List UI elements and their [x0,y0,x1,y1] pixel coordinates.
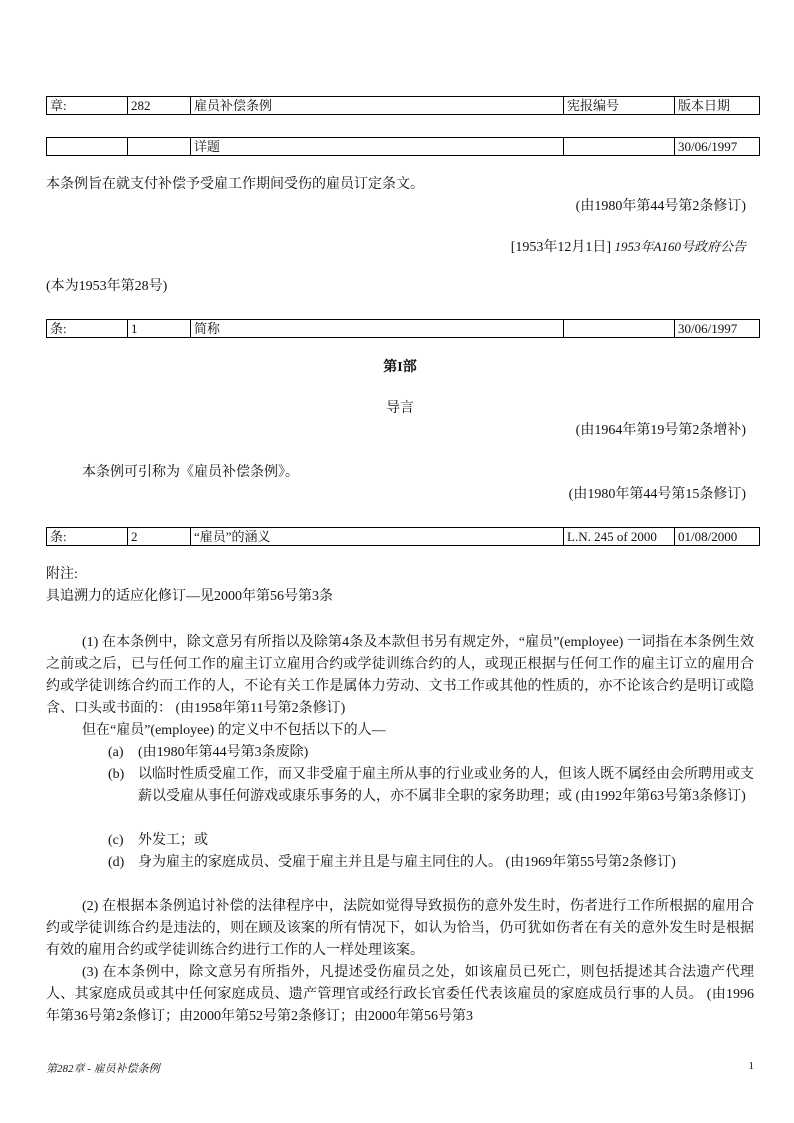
section-number: 2 [128,528,191,546]
section-version-date: 01/08/2000 [675,528,760,546]
long-title-heading: 详题 [191,138,564,156]
long-title-text: 本条例旨在就支付补偿予受雇工作期间受伤的雇员订定条文。 [46,177,424,192]
section-1-amendment: (由1980年第44号第15条修订) [568,487,746,502]
page-number: 1 [748,1060,754,1072]
long-title-version-date: 30/06/1997 [675,138,760,156]
list-item-label: (c) [108,833,124,848]
long-title-cell-2 [128,138,191,156]
list-item-label: (b) [108,767,125,782]
long-title-table [46,137,760,156]
long-title-gazette [564,138,675,156]
commencement-date: [1953年12月1日] [510,240,612,255]
section-version-date: 30/06/1997 [675,320,760,338]
list-item [108,830,754,852]
section-heading: “雇员”的涵义 [191,528,564,546]
long-title-cell-1 [47,138,128,156]
section-gazette: L.N. 245 of 2000 [564,528,675,546]
list-item [108,742,754,764]
list-item-text: (由1980年第44号第3条废除) [138,745,309,760]
section-number: 1 [128,320,191,338]
section-2-subsection-3: (3) 在本条例中，除文意另有所指外，凡提述受伤雇员之处，如该雇员已死亡，则包括提述其合法遗产代理人、其家庭成员或其中任何家庭成员、遗产管理官或经行政长官委任代表该雇员的家庭成员行事的人员。 (由1996年第36号第2条修订；由2000年第52号第2条修订；由2000年第56号第3 [46,965,754,1024]
section-label: 条: [47,528,128,546]
commencement-notice: 1953年A160号政府公告 [614,239,746,254]
list-item [108,764,754,808]
part-amendment: (由1964年第19号第2条增补) [575,423,746,438]
chapter-header-table [46,96,760,115]
list-item-label: (a) [108,745,124,760]
section-1-text: 本条例可引称为《雇员补偿条例》。 [82,465,299,480]
original-ordinance-ref: (本为1953年第28号) [46,279,168,294]
list-item-text: 外发工；或 [138,833,208,848]
list-item-text: 身为雇主的家庭成员、受雇于雇主并且是与雇主同住的人。 (由1969年第55号第2条修订) [138,855,676,870]
part-title: 第I部 [383,360,417,375]
note-label: 附注: [46,567,78,582]
section-1-header-table [46,319,760,338]
list-item-label: (d) [108,855,125,870]
section-heading: 简称 [191,320,564,338]
gazette-number-header: 宪报编号 [564,97,675,115]
footer-chapter-title: 第282章 - 雇员补偿条例 [46,1063,160,1075]
part-subtitle: 导言 [386,401,414,416]
list-item-text: 以临时性质受雇工作，而又非受雇于雇主所从事的行业或业务的人，但该人既不属经由会所聘用或支薪以受雇从事任何游戏或康乐事务的人，亦不属非全职的家务助理；或 (由1992年第63号第3条修订) [138,767,754,804]
section-2-proviso: 但在“雇员”(employee) 的定义中不包括以下的人— [82,723,386,738]
list-item [108,852,754,874]
chapter-title: 雇员补偿条例 [191,97,564,115]
section-label: 条: [47,320,128,338]
page-footer [46,1060,754,1076]
chapter-label: 章: [47,97,128,115]
section-gazette [564,320,675,338]
section-2-header-table [46,527,760,546]
commencement-line [511,236,746,259]
section-2-subsection-1: (1) 在本条例中，除文意另有所指以及除第4条及本款但书另有规定外，“雇员”(employee) 一词指在本条例生效之前或之后，已与任何工作的雇主订立雇用合约或学徒训练合约的人，或现正根据与任何工作的雇主订立的雇用合约或学徒训练合约而工作的人，不论有关工作是属体力劳动、文书工作或其他的性质的，亦不论该合约是明订或隐含、口头或书面的： (由1958年第11号第2条修订) [46,635,754,716]
note-text: 具追溯力的适应化修订—见2000年第56号第3条 [46,589,333,604]
section-2-subsection-2: (2) 在根据本条例追讨补偿的法律程序中，法院如觉得导致损伤的意外发生时，伤者进行工作所根据的雇用合约或学徒训练合约是违法的，则在顾及该案的所有情况下，如认为恰当，仍可犹如伤者在有关的意外发生时是根据有效的雇用合约或学徒训练合约进行工作的人一样处理该案。 [46,899,754,958]
chapter-number: 282 [128,97,191,115]
version-date-header: 版本日期 [675,97,760,115]
long-title-amendment: (由1980年第44号第2条修订) [575,199,746,214]
